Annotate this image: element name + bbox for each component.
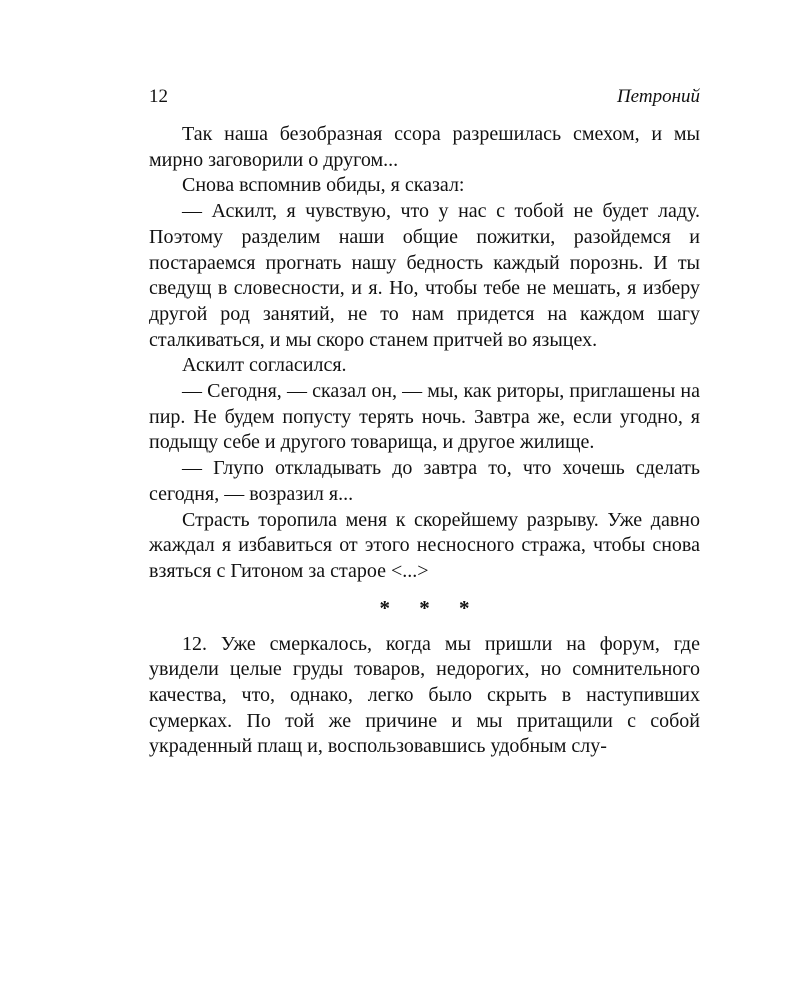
section-divider: * * *	[379, 595, 482, 620]
paragraph: Аскилт согласился.	[182, 354, 347, 377]
running-title: Петроний	[616, 86, 700, 107]
running-head	[149, 84, 700, 122]
paragraph: — Глупо откладывать до завтра то, что хочешь сделать сегодня, — возразил я...	[149, 457, 700, 505]
body-text	[149, 122, 700, 585]
paragraph: Снова вспомнив обиды, я сказал:	[182, 174, 465, 197]
paragraph: Страсть торопила меня к скорейшему разрыву. Уже давно жаждал я избавиться от этого несносного стража, чтобы снова взяться с Гитоном за старое <...>	[149, 508, 700, 582]
paragraph: — Аскилт, я чувствую, что у нас с тобой не будет ладу. Поэтому разделим наши общие пожитки, разойдемся и постараемся прогнать нашу бедность каждый порознь. И ты сведущ в словесности, и я. Но, чтобы тебе не мешать, я изберу другой род занятий, не то нам придется на каждом шагу сталкиваться, и мы скоро станем притчей во языцех.	[149, 200, 700, 351]
page-number: 12	[149, 86, 168, 107]
book-page	[149, 84, 700, 760]
body-text-continued	[149, 632, 700, 761]
paragraph: — Сегодня, — сказал он, — мы, как риторы, приглашены на пир. Не будем попусту терять ночь. Завтра же, если угодно, я подыщу себе и другого товарища, и другое жилище.	[149, 380, 700, 454]
paragraph: 12. Уже смеркалось, когда мы пришли на форум, где увидели целые груды товаров, недорогих, но сомнительного качества, что, однако, легко было скрыть в наступивших сумерках. По той же причине и мы притащили с собой украденный плащ и, воспользовавшись удобным слу-	[149, 632, 700, 758]
paragraph: Так наша безобразная ссора разрешилась смехом, и мы мирно заговорили о другом...	[149, 123, 700, 171]
